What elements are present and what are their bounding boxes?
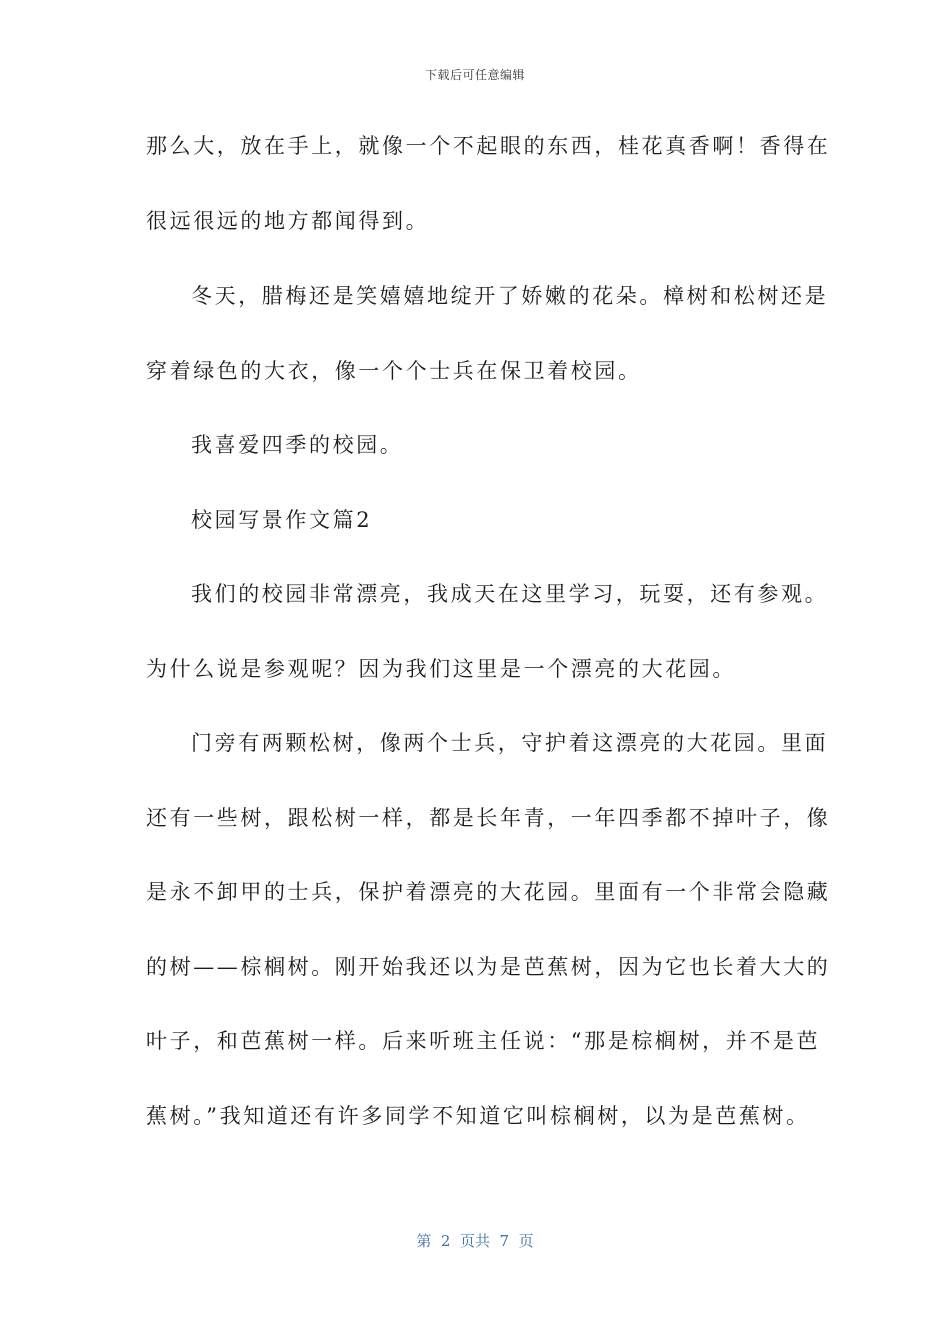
text-line: 为什么说是参观呢？因为我们这里是一个漂亮的大花园。 [146,657,736,681]
text-line: 是永不卸甲的士兵，保护着漂亮的大花园。里面有一个非常会隐藏 [146,880,831,904]
paragraph-start-line: 我们的校园非常漂亮，我成天在这里学习，玩耍，还有参观。 [191,582,829,606]
section-heading: 校园写景作文篇2 [191,508,373,532]
text-line: 很远很远的地方都闻得到。 [146,209,430,233]
page-header: 下载后可任意编辑 [424,68,525,82]
text-line: 叶子，和芭蕉树一样。后来听班主任说：“那是棕榈树，并不是芭 [146,1029,821,1053]
text-line: 穿着绿色的大衣，像一个个士兵在保卫着校园。 [146,359,642,383]
text-line: 的树——棕榈树。刚开始我还以为是芭蕉树，因为它也长着大大的 [146,955,831,979]
text-line: 那么大，放在手上，就像一个不起眼的东西，桂花真香啊！香得在 [146,134,831,158]
text-line: 还有一些树，跟松树一样，都是长年青，一年四季都不掉叶子，像 [146,806,831,830]
text-line: 蕉树。”我知道还有许多同学不知道它叫棕榈树，以为是芭蕉树。 [146,1104,810,1128]
paragraph-start-line: 我喜爱四季的校园。 [191,433,404,457]
paragraph-start-line: 冬天，腊梅还是笑嬉嬉地绽开了娇嫩的花朵。樟树和松树还是 [191,284,829,308]
page-footer: 第 2 页共 7 页 [416,1232,534,1250]
paragraph-start-line: 门旁有两颗松树，像两个士兵，守护着这漂亮的大花园。里面 [191,731,829,755]
